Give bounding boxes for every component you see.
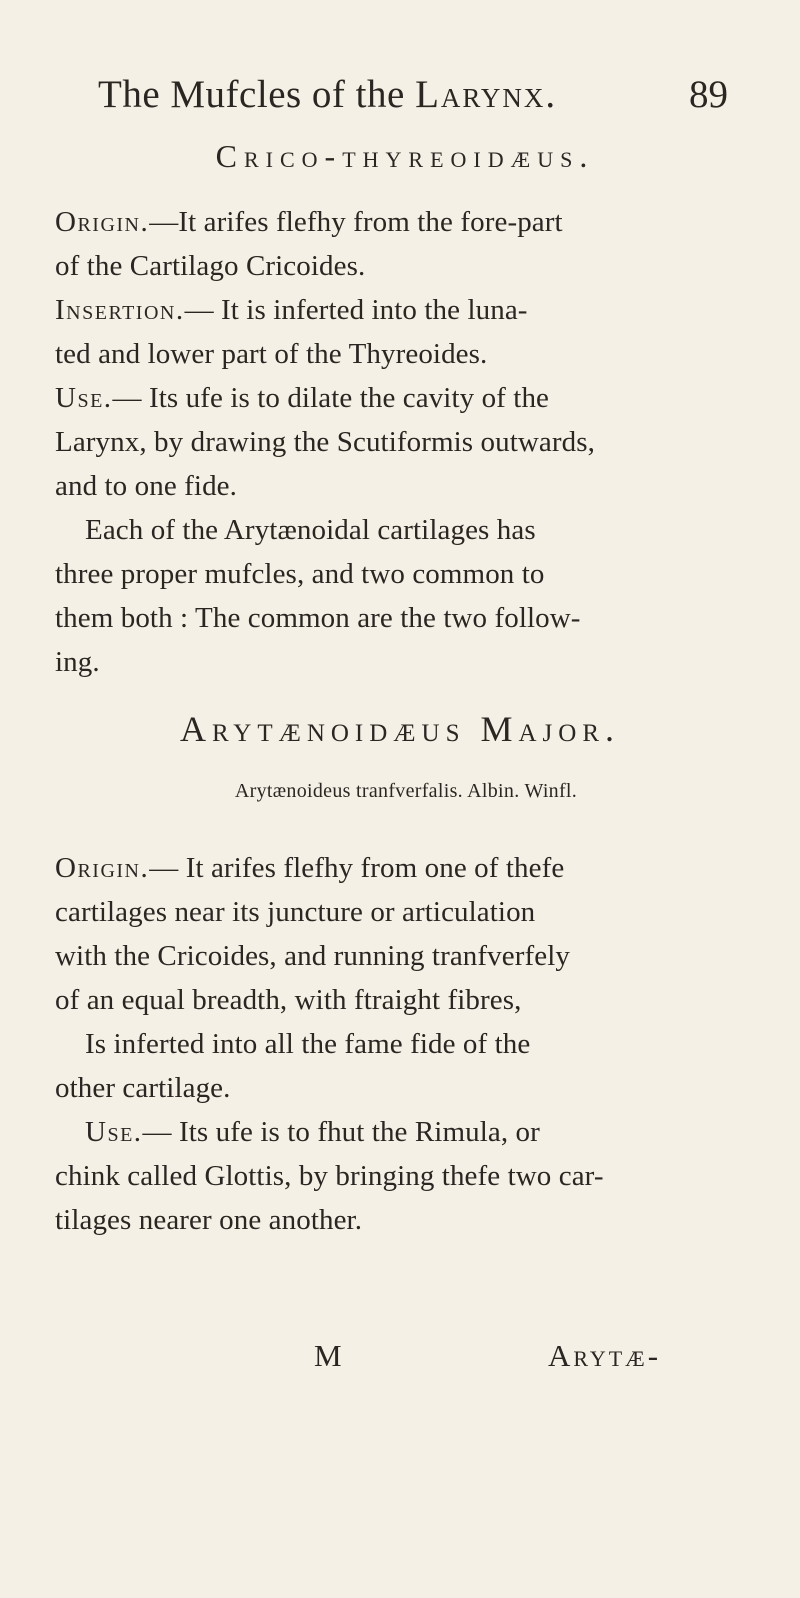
- text-line: Larynx, by drawing the Scutiformis outwards,: [55, 426, 595, 458]
- running-title: The Mufcles of the Larynx.: [98, 73, 558, 116]
- text-line: them both : The common are the two follow-: [55, 602, 581, 634]
- running-head: [98, 72, 728, 122]
- text-line: ted and lower part of the Thyreoides.: [55, 338, 488, 370]
- text-line: Each of the Arytænoidal cartilages has: [85, 514, 536, 546]
- use-label: Use.: [85, 1116, 143, 1148]
- running-title-larynx: Larynx.: [415, 73, 558, 116]
- text-line: three proper mufcles, and two common to: [55, 558, 545, 590]
- synonym-line: Arytænoideus tranfverfalis. Albin. Winfl.: [234, 780, 578, 802]
- origin-label: Origin.: [55, 206, 150, 238]
- text-line: and to one fide.: [55, 470, 237, 502]
- text-line: Origin.— It arifes flefhy from one of thefe: [55, 852, 565, 884]
- text-line: tilages nearer one another.: [55, 1204, 363, 1236]
- text-line: Use.— Its ufe is to fhut the Rimula, or: [85, 1116, 540, 1148]
- text-line: Insertion.— It is inferted into the luna-: [55, 294, 528, 326]
- text-line: of an equal breadth, with ftraight fibres,: [55, 984, 522, 1016]
- text-line: other cartilage.: [55, 1072, 231, 1104]
- catchword: Arytæ-: [548, 1338, 662, 1373]
- page-number: 89: [689, 73, 728, 116]
- text-line: with the Cricoides, and running tranfverfely: [55, 940, 570, 972]
- signature-mark: M: [314, 1338, 345, 1373]
- text-line: Use.— Its ufe is to dilate the cavity of the: [55, 382, 550, 414]
- section-heading-crico-thyreoidaeus: Crico-thyreoidæus.: [215, 138, 595, 174]
- section-heading-arytaenoidaeus-major: Arytænoidæus Major.: [179, 709, 621, 749]
- text-line: cartilages near its juncture or articulation: [55, 896, 536, 928]
- text-line: ing.: [55, 646, 100, 678]
- use-label: Use.: [55, 382, 113, 414]
- origin-label: Origin.: [55, 852, 150, 884]
- text-line: of the Cartilago Cricoides.: [55, 250, 366, 282]
- insertion-label: Insertion.: [55, 294, 185, 326]
- text-line: Origin.—It arifes flefhy from the fore-part: [55, 206, 563, 238]
- text-line: Is inferted into all the fame fide of the: [85, 1028, 531, 1060]
- text-line: chink called Glottis, by bringing thefe two car-: [55, 1160, 604, 1192]
